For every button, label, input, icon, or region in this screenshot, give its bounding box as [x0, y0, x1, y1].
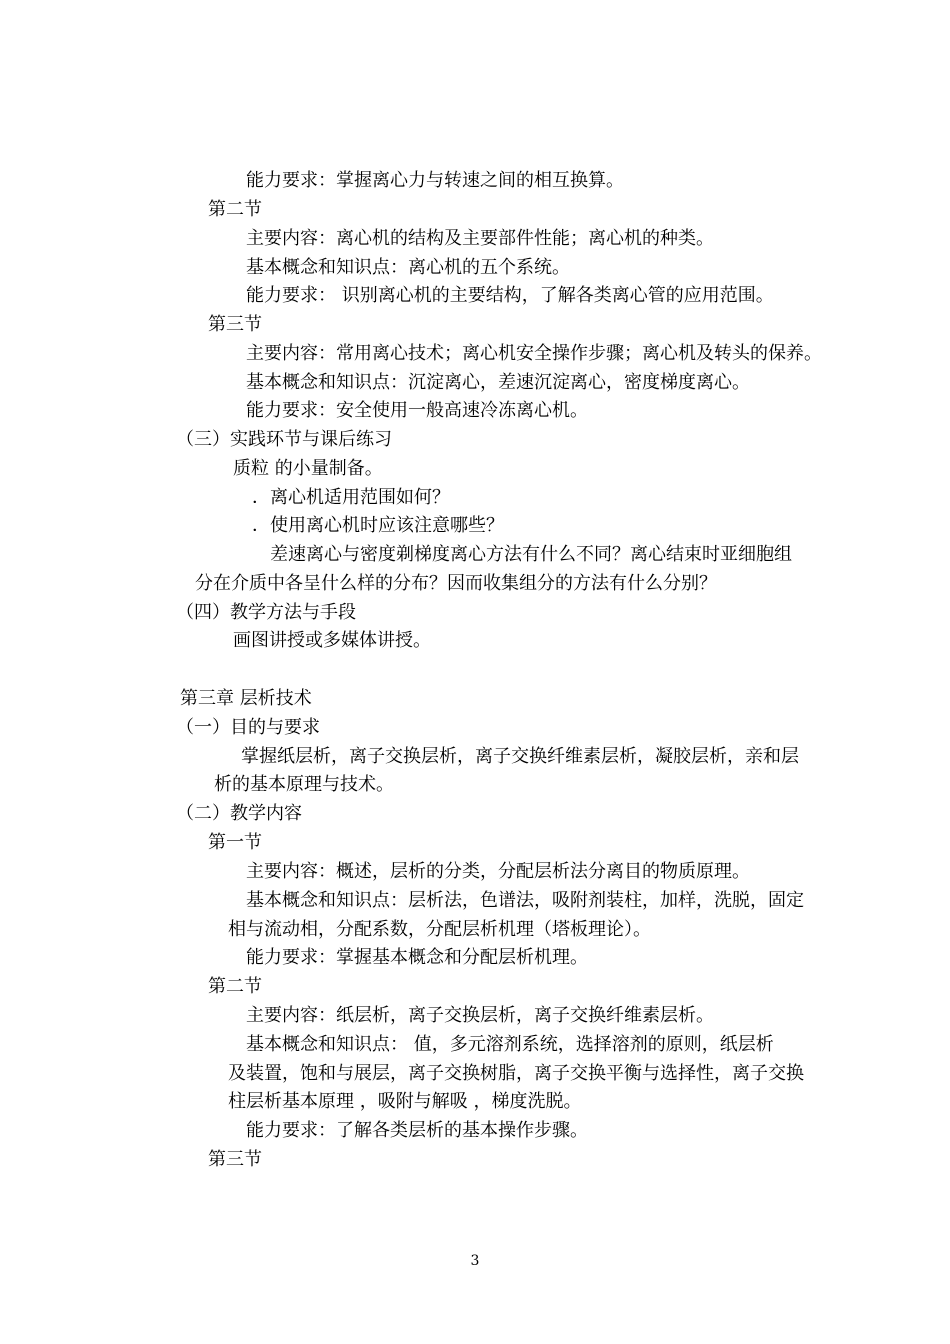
text-line: 分在介质中各呈什么样的分布？因而收集组分的方法有什么分别？: [195, 573, 717, 594]
subsection-heading: （四）教学方法与手段: [176, 602, 356, 623]
text-line: 基本概念和知识点： 值，多元溶剂系统，选择溶剂的原则，纸层析: [246, 1034, 774, 1055]
text-line: 能力要求：安全使用一般高速冷冻离心机。: [246, 400, 588, 421]
text-line: 析的基本原理与技术。: [214, 774, 394, 795]
text-line: 相与流动相，分配系数，分配层析机理（塔板理论）。: [228, 919, 651, 940]
section-heading: 第三节: [208, 314, 262, 335]
text-line: 及装置，饱和与展层，离子交换树脂，离子交换平衡与选择性，离子交换: [228, 1063, 804, 1084]
section-heading: 第二节: [208, 199, 262, 220]
subsection-heading: （二）教学内容: [176, 803, 302, 824]
subsection-heading: （一）目的与要求: [176, 717, 320, 738]
list-item: ．离心机适用范围如何？: [252, 487, 450, 508]
text-line: 基本概念和知识点：离心机的五个系统。: [246, 257, 570, 278]
text-line: 质粒 的小量制备。: [233, 458, 383, 479]
text-line: 基本概念和知识点：层析法，色谱法，吸附剂装柱，加样，洗脱，固定: [246, 890, 804, 911]
section-heading: 第二节: [208, 976, 262, 997]
text-line: 主要内容：纸层析，离子交换层析，离子交换纤维素层析。: [246, 1005, 714, 1026]
list-item: ．使用离心机时应该注意哪些？: [252, 515, 504, 536]
text-line: 掌握纸层析，离子交换层析，离子交换纤维素层析，凝胶层析，亲和层: [241, 746, 799, 767]
page-number: 3: [470, 1253, 480, 1269]
text-line: 基本概念和知识点：沉淀离心，差速沉淀离心，密度梯度离心。: [246, 372, 750, 393]
text-line: 能力要求：了解各类层析的基本操作步骤。: [246, 1120, 588, 1141]
text-line: 能力要求：掌握基本概念和分配层析机理。: [246, 947, 588, 968]
text-line: 柱层析基本原理 ，吸附与解吸 ，梯度洗脱。: [228, 1091, 582, 1112]
chapter-heading: 第三章 层析技术: [180, 688, 312, 709]
text-line: 能力要求： 识别离心机的主要结构，了解各类离心管的应用范围。: [246, 285, 774, 306]
text-line: 主要内容：概述，层析的分类，分配层析法分离目的物质原理。: [246, 861, 750, 882]
section-heading: 第一节: [208, 832, 262, 853]
section-heading: 第三节: [208, 1149, 262, 1170]
text-line: 主要内容：常用离心技术；离心机安全操作步骤；离心机及转头的保养。: [246, 343, 822, 364]
text-line: 能力要求：掌握离心力与转速之间的相互换算。: [246, 170, 624, 191]
text-line: 差速离心与密度剃梯度离心方法有什么不同？离心结束时亚细胞组: [270, 544, 792, 565]
subsection-heading: （三）实践环节与课后练习: [176, 429, 392, 450]
text-line: 画图讲授或多媒体讲授。: [233, 630, 431, 651]
text-line: 主要内容：离心机的结构及主要部件性能；离心机的种类。: [246, 228, 714, 249]
